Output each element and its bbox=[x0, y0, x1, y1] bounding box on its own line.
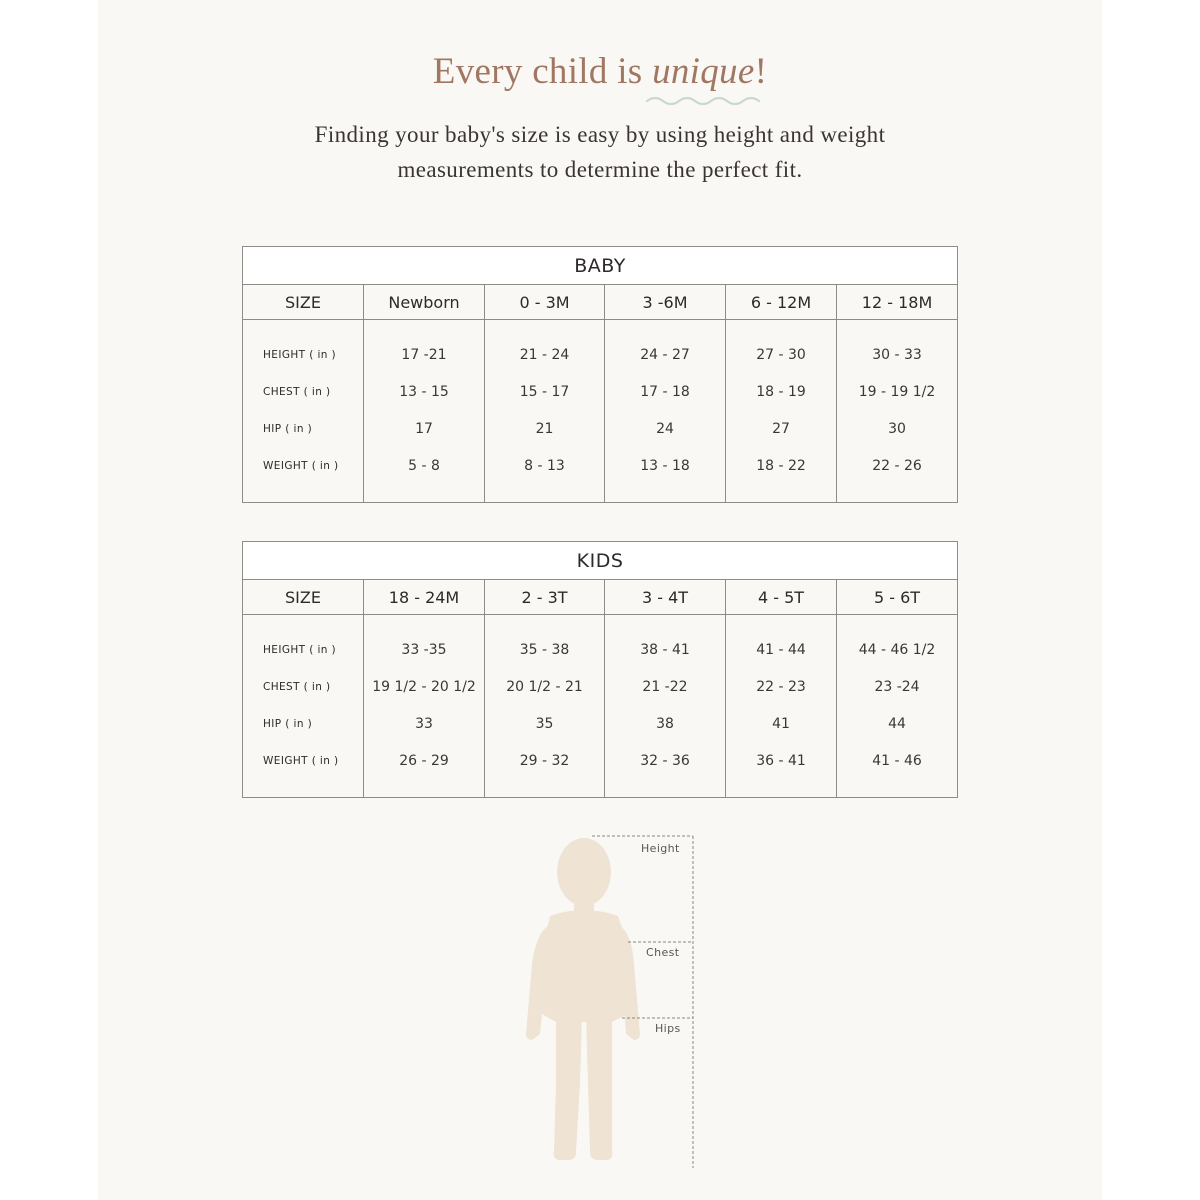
table-cell: 8 - 13 bbox=[524, 458, 565, 474]
size-header: 6 - 12M bbox=[726, 285, 837, 320]
table-cell: 35 - 38 bbox=[519, 642, 570, 658]
table-cell: 17 bbox=[415, 421, 433, 437]
size-header: 18 - 24M bbox=[364, 580, 485, 615]
table-cell: 33 -35 bbox=[401, 642, 447, 658]
table-cell: 33 bbox=[415, 716, 433, 732]
table-title: BABY bbox=[243, 247, 958, 285]
table-cell: 5 - 8 bbox=[408, 458, 440, 474]
row-labels bbox=[243, 615, 364, 798]
size-column bbox=[605, 320, 726, 503]
table-cell: 32 - 36 bbox=[640, 753, 690, 769]
headline-emphasis: unique bbox=[652, 51, 755, 92]
size-header-row bbox=[243, 580, 958, 615]
table-cell: 21 - 24 bbox=[519, 347, 570, 363]
size-column bbox=[485, 615, 605, 798]
size-header: 5 - 6T bbox=[837, 580, 958, 615]
size-header: 3 - 4T bbox=[605, 580, 726, 615]
table-cell: 27 - 30 bbox=[756, 347, 806, 363]
row-label: HEIGHT ( in ) bbox=[263, 644, 337, 656]
row-label: HIP ( in ) bbox=[263, 423, 313, 435]
table-cell: 17 -21 bbox=[401, 347, 447, 363]
table-cell: 18 - 19 bbox=[756, 384, 806, 400]
size-header: 2 - 3T bbox=[485, 580, 605, 615]
table-cell: 36 - 41 bbox=[756, 753, 806, 769]
subtitle-line-1: Finding your baby's size is easy by using height and weight bbox=[314, 122, 886, 147]
table-cell: 15 - 17 bbox=[519, 384, 570, 400]
measurement-row bbox=[243, 320, 958, 503]
size-column bbox=[726, 615, 837, 798]
size-column bbox=[605, 615, 726, 798]
table-cell: 44 bbox=[888, 716, 906, 732]
table-cell: 24 bbox=[656, 421, 674, 437]
size-column bbox=[364, 320, 485, 503]
table-cell: 44 - 46 1/2 bbox=[858, 642, 936, 658]
table-cell: 21 bbox=[535, 421, 554, 437]
baby-size-table bbox=[242, 246, 958, 503]
row-label: CHEST ( in ) bbox=[263, 386, 331, 398]
size-header: 4 - 5T bbox=[726, 580, 837, 615]
table-cell: 13 - 18 bbox=[640, 458, 690, 474]
table-cell: 35 bbox=[535, 716, 554, 732]
size-header: 3 -6M bbox=[605, 285, 726, 320]
table-cell: 41 - 46 bbox=[872, 753, 922, 769]
subtitle-line-2: measurements to determine the perfect fit. bbox=[397, 157, 803, 182]
table-cell: 38 - 41 bbox=[640, 642, 690, 658]
table-cell: 19 1/2 - 20 1/2 bbox=[372, 679, 476, 695]
size-header: Newborn bbox=[364, 285, 485, 320]
size-header-row bbox=[243, 285, 958, 320]
table-cell: 38 bbox=[656, 716, 674, 732]
table-cell: 22 - 23 bbox=[756, 679, 806, 695]
table-cell: 21 -22 bbox=[642, 679, 688, 695]
size-column bbox=[485, 320, 605, 503]
table-cell: 41 bbox=[772, 716, 790, 732]
table-cell: 19 - 19 1/2 bbox=[858, 384, 936, 400]
squiggle-underline-icon bbox=[645, 92, 765, 108]
table-cell: 24 - 27 bbox=[640, 347, 690, 363]
child-silhouette-icon bbox=[526, 838, 640, 1160]
table-cell: 23 -24 bbox=[874, 679, 920, 695]
size-column bbox=[726, 320, 837, 503]
size-header: 12 - 18M bbox=[837, 285, 958, 320]
headline: Every child is unique! bbox=[432, 51, 768, 92]
row-label: CHEST ( in ) bbox=[263, 681, 331, 693]
row-label: HIP ( in ) bbox=[263, 718, 313, 730]
child-silhouette-figure bbox=[520, 834, 710, 1174]
table-cell: 26 - 29 bbox=[399, 753, 449, 769]
table-cell: 22 - 26 bbox=[872, 458, 922, 474]
table-cell: 41 - 44 bbox=[756, 642, 806, 658]
table-cell: 29 - 32 bbox=[519, 753, 570, 769]
size-label: SIZE bbox=[243, 580, 364, 615]
table-cell: 17 - 18 bbox=[640, 384, 690, 400]
row-labels bbox=[243, 320, 364, 503]
size-column bbox=[837, 615, 958, 798]
measurement-row bbox=[243, 615, 958, 798]
table-cell: 13 - 15 bbox=[399, 384, 449, 400]
row-label: WEIGHT ( in ) bbox=[263, 460, 339, 472]
size-header: 0 - 3M bbox=[485, 285, 605, 320]
kids-size-table bbox=[242, 541, 958, 798]
table-cell: 27 bbox=[772, 421, 790, 437]
row-label: HEIGHT ( in ) bbox=[263, 349, 337, 361]
chest-label: Chest bbox=[646, 946, 680, 959]
size-column bbox=[364, 615, 485, 798]
table-cell: 30 - 33 bbox=[872, 347, 922, 363]
table-cell: 18 - 22 bbox=[756, 458, 806, 474]
table-title: KIDS bbox=[243, 542, 958, 580]
size-label: SIZE bbox=[243, 285, 364, 320]
hips-label: Hips bbox=[655, 1022, 681, 1035]
table-cell: 30 bbox=[888, 421, 906, 437]
table-cell: 20 1/2 - 21 bbox=[506, 679, 583, 695]
size-column bbox=[837, 320, 958, 503]
row-label: WEIGHT ( in ) bbox=[263, 755, 339, 767]
height-label: Height bbox=[641, 842, 680, 855]
